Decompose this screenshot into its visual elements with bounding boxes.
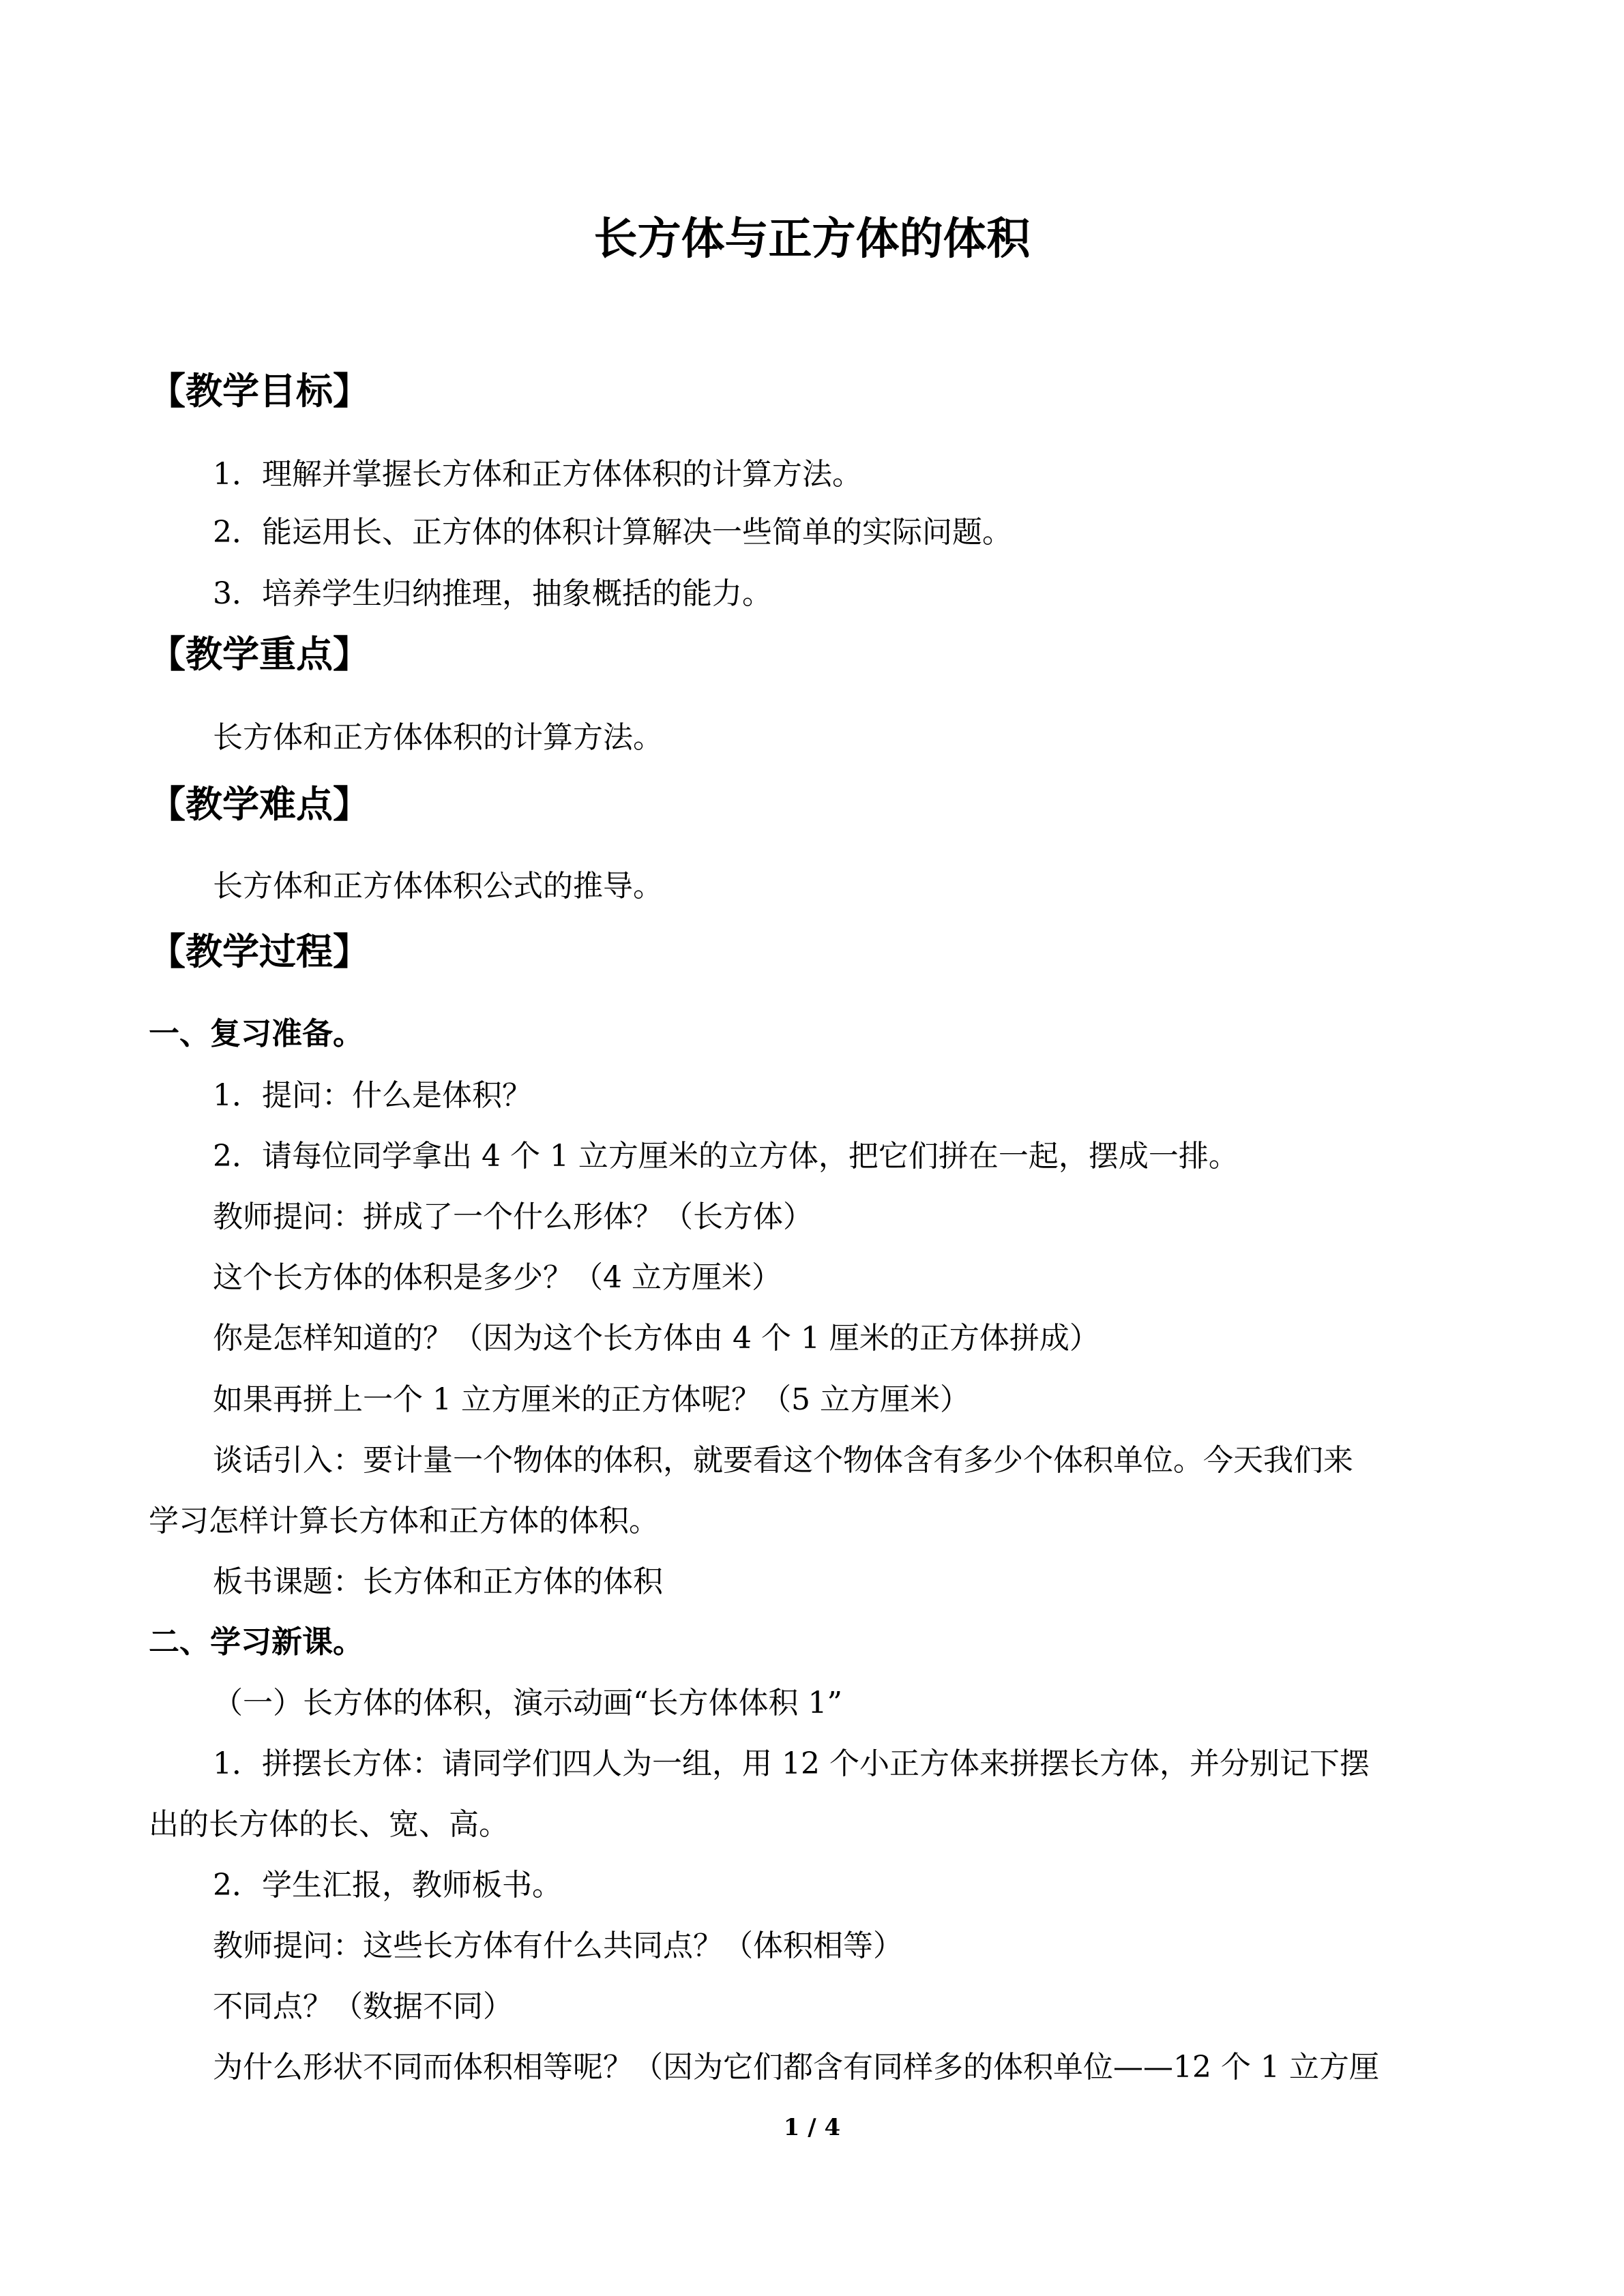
paragraph-line: 1．拼摆长方体：请同学们四人为一组，用 12 个小正方体来拼摆长方体，并分别记下摆 [213, 1746, 1370, 1781]
paragraph-line: 不同点？（数据不同） [213, 1989, 513, 2024]
paragraph-line: 你是怎样知道的？（因为这个长方体由 4 个 1 厘米的正方体拼成） [213, 1321, 1099, 1356]
key-points-text: 长方体和正方体体积的计算方法。 [213, 720, 663, 755]
objective-item: 3．培养学生归纳推理，抽象概括的能力。 [213, 576, 772, 611]
paragraph-line: 教师提问：拼成了一个什么形体？（长方体） [213, 1199, 813, 1234]
paragraph-line: 学习怎样计算长方体和正方体的体积。 [149, 1504, 659, 1538]
paragraph-line: 这个长方体的体积是多少？（4 立方厘米） [213, 1260, 782, 1295]
part2-heading: 二、学习新课。 [149, 1624, 364, 1660]
paragraph-line: 2．学生汇报，教师板书。 [213, 1868, 562, 1903]
paragraph-line: 2．请每位同学拿出 4 个 1 立方厘米的立方体，把它们拼在一起，摆成一排。 [213, 1139, 1239, 1174]
section-heading-key-points: 【教学重点】 [149, 633, 370, 676]
section-heading-objectives: 【教学目标】 [149, 370, 370, 413]
document-title: 长方体与正方体的体积 [593, 214, 1031, 265]
paragraph-line: 为什么形状不同而体积相等呢？（因为它们都含有同样多的体积单位——12 个 1 立方厘 [213, 2050, 1379, 2085]
paragraph-line: 如果再拼上一个 1 立方厘米的正方体呢？（5 立方厘米） [213, 1382, 970, 1417]
section-heading-difficulties: 【教学难点】 [149, 783, 370, 826]
paragraph-line: 出的长方体的长、宽、高。 [149, 1807, 509, 1842]
difficulties-text: 长方体和正方体体积公式的推导。 [213, 869, 663, 904]
paragraph-line: 板书课题：长方体和正方体的体积 [213, 1564, 663, 1599]
objective-item: 1．理解并掌握长方体和正方体体积的计算方法。 [213, 457, 862, 492]
paragraph-line: 谈话引入：要计量一个物体的体积，就要看这个物体含有多少个体积单位。今天我们来 [213, 1443, 1353, 1478]
page-number: 1 / 4 [783, 2114, 841, 2141]
paragraph-line: 1．提问：什么是体积？ [213, 1078, 532, 1113]
objective-item: 2．能运用长、正方体的体积计算解决一些简单的实际问题。 [213, 515, 1012, 550]
paragraph-line: （一）长方体的体积，演示动画“长方体体积 1” [213, 1686, 842, 1720]
part1-heading: 一、复习准备。 [149, 1015, 364, 1052]
paragraph-line: 教师提问：这些长方体有什么共同点？（体积相等） [213, 1928, 903, 1963]
section-heading-process: 【教学过程】 [149, 930, 370, 973]
